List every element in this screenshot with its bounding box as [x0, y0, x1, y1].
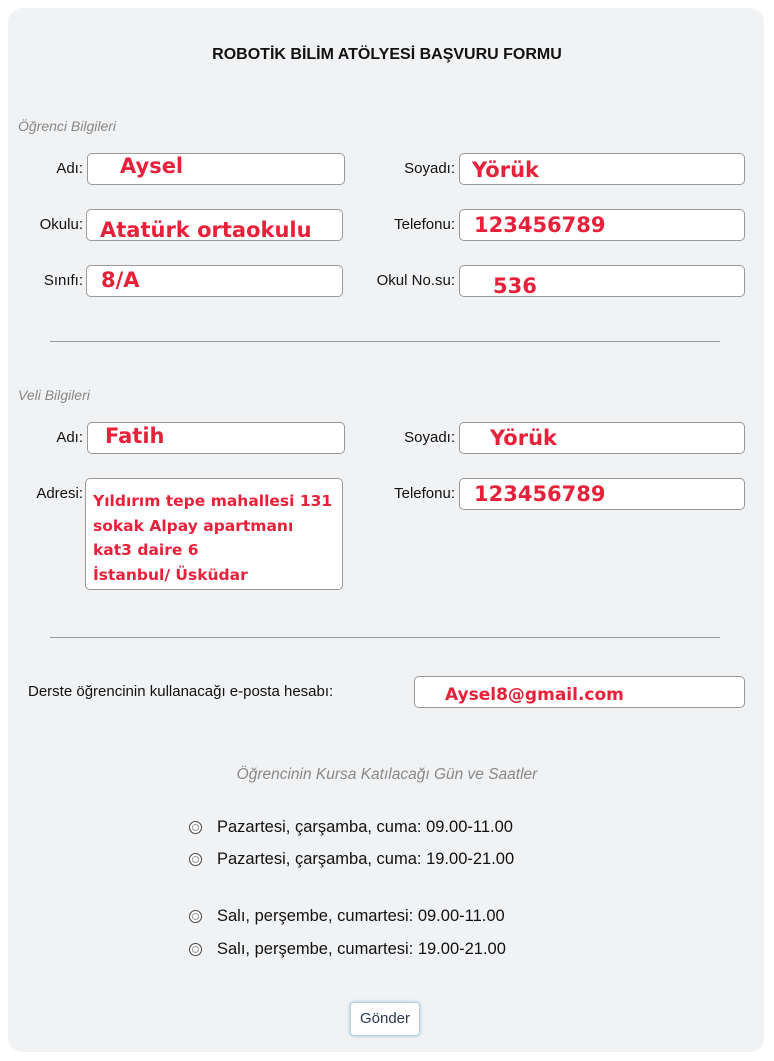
- parent-surname-label: Soyadı:: [404, 429, 455, 446]
- option-label: Salı, perşembe, cumartesi: 19.00-21.00: [217, 940, 506, 958]
- radio-button[interactable]: [189, 943, 202, 956]
- student-name-label: Adı:: [56, 160, 83, 177]
- parent-surname-field[interactable]: [459, 422, 745, 454]
- parent-section-title: Veli Bilgileri: [18, 387, 90, 403]
- student-surname-value: Yörük: [472, 158, 539, 182]
- class-field[interactable]: [86, 265, 343, 297]
- parent-name-value: Fatih: [105, 424, 165, 448]
- student-phone-field[interactable]: [459, 209, 745, 241]
- parent-name-field[interactable]: [87, 422, 345, 454]
- parent-phone-field[interactable]: [459, 478, 745, 510]
- school-number-value: 536: [493, 274, 537, 298]
- school-label: Okulu:: [39, 216, 83, 233]
- option-label: Pazartesi, çarşamba, cuma: 09.00-11.00: [217, 818, 513, 836]
- address-line: kat3 daire 6: [93, 541, 199, 559]
- parent-phone-value: 123456789: [474, 482, 606, 506]
- form-title: ROBOTİK BİLİM ATÖLYESİ BAŞVURU FORMU: [212, 46, 562, 63]
- email-field[interactable]: [414, 676, 745, 708]
- option-label: Salı, perşembe, cumartesi: 09.00-11.00: [217, 907, 505, 925]
- parent-phone-label: Telefonu:: [394, 485, 455, 502]
- address-line: sokak Alpay apartmanı: [93, 516, 294, 535]
- address-line: İstanbul/ Üsküdar: [93, 565, 248, 584]
- student-name-value: Aysel: [120, 154, 184, 178]
- student-surname-field[interactable]: [459, 153, 745, 185]
- parent-name-label: Adı:: [56, 429, 83, 446]
- address-field[interactable]: [85, 478, 343, 590]
- student-surname-label: Soyadı:: [404, 160, 455, 177]
- school-number-field[interactable]: [459, 265, 745, 297]
- student-section-title: Öğrenci Bilgileri: [18, 118, 117, 134]
- divider: [50, 637, 720, 638]
- email-label: Derste öğrencinin kullanacağı e-posta hesabı:: [28, 683, 334, 700]
- radio-button[interactable]: [189, 853, 202, 866]
- email-value: Aysel8@gmail.com: [445, 685, 624, 705]
- student-phone-label: Telefonu:: [394, 216, 455, 233]
- divider: [50, 341, 720, 342]
- option-label: Pazartesi, çarşamba, cuma: 19.00-21.00: [217, 850, 515, 868]
- address-label: Adresi:: [36, 485, 83, 502]
- class-value: 8/A: [101, 268, 140, 292]
- schedule-heading: Öğrencinin Kursa Katılacağı Gün ve Saatler: [236, 766, 538, 783]
- school-field[interactable]: [86, 209, 343, 241]
- radio-button[interactable]: [189, 821, 202, 834]
- school-value: Atatürk ortaokulu: [100, 218, 312, 242]
- address-line: Yıldırım tepe mahallesi 131: [93, 492, 333, 510]
- school-number-label: Okul No.su:: [376, 272, 455, 289]
- student-name-field[interactable]: [87, 153, 345, 185]
- address-value: [86, 479, 342, 587]
- class-label: Sınıfı:: [43, 272, 83, 289]
- radio-button[interactable]: [189, 910, 202, 923]
- submit-button[interactable]: Gönder: [350, 1002, 420, 1036]
- parent-surname-value: Yörük: [490, 426, 557, 450]
- student-phone-value: 123456789: [474, 213, 606, 237]
